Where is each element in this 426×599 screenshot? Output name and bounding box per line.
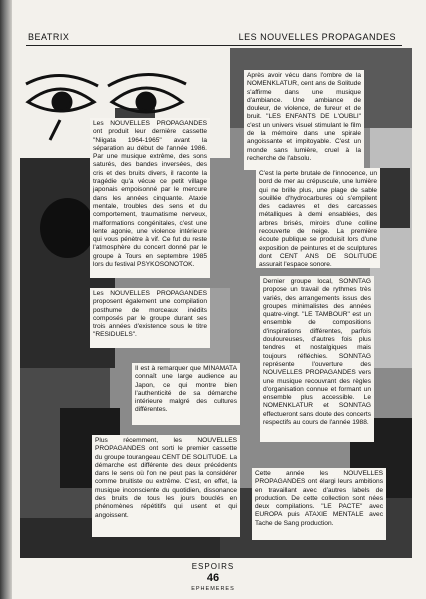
page-binding-shadow <box>0 0 12 599</box>
article-block-3: Il est à remarquer que MINAMATA connaît une large audience au Japon, ce qui montre bien l'authenticité de sa démarche intérieure malgré des cultures différentes. <box>132 363 240 425</box>
article-block-8: Cette année les NOUVELLES PROPAGANDES ont élargi leurs ambitions en travaillant avec d'autres labels de production. De cette collection sont nées deux compilations. "LE PACTE" avec EUROPA puis ATAXIE MENTALE avec Tache de Sang production. <box>252 468 386 540</box>
header-rule <box>26 45 402 46</box>
article-block-1: Les NOUVELLES PROPAGANDES ont produit leur dernière cassette "Niigata 1964-1965" avant la séparation au début de l'année 1986. Par une musique extrême, des sons saturés, des bandes inversées, des cris et des bruits divers, il raconte la tragédie qu'a vécue ce petit village japonais empoisonné par le mercure dans les années cinquante. Ataxie mentale, troubles des sens et du comportement, traumatisme nerveux, malformations congénitales, c'est une lente agonie, une violence intérieure qui vous pénètre à vif. Ce fut du reste l'atmosphère du concert donné par le groupe à Tours en septembre 1985 lors du festival PSYKOSONOTOK. <box>90 118 210 278</box>
article-block-4: Plus récemment, les NOUVELLES PROPAGANDES ont sorti le premier cassette du groupe tourangeau CENT DE SOLITUDE. La démarche est différente des deux précédents dans le sens où l'on ne peut pas la considérer comme bruitiste ou extrême. C'est, en effet, la musique inconsciente du quotidien, dissonance des bruits de tous les jours bouclés en phénomènes répétitifs qui usent et qui angoissent. <box>92 435 240 537</box>
article-block-2: Les NOUVELLES PROPAGANDES proposent également une compilation posthume de morceaux inédits composés par le groupe durant ses trois années d'existence sous le titre "RESIDUELS". <box>90 288 210 348</box>
article-block-6: C'est la perte brutale de l'innocence, un bord de mer au crépuscule, une lumière qui ne brille plus, une plage de sable souillée d'hydrocarbures où s'empilent des cadavres et des carcasses métalliques à demi ensablées, des arbres brisés, miroirs d'une colline recouverte de neige. La première écoute publique se produisit lors d'une exposition de peintures et de sculptures dont CENT ANS DE SOLITUDE assurait l'espace sonore. <box>256 168 380 268</box>
footer-line-3: EPHEMERES <box>191 586 235 592</box>
photo-collage <box>20 48 412 558</box>
article-block-7: Dernier groupe local, SONNTAG propose un travail de rythmes très variés, des arrangements issus des groupes minimalistes des années quatre-vingt. "LE TAMBOUR" est un ensemble de compositions d'inspirations différentes, parfois douloureuses, d'autres fois plus tendres et nostalgiques mais toujours réfléchies. SONNTAG représente l'ouverture des NOUVELLES PROPAGANDES vers une musique recouvrant des règles d'organisation connue et formant un ensemble plus accessible. Le NOMENKLATUR et SONNTAG effectueront sans doute des concerts respectifs au cours de l'année 1988. <box>260 276 374 442</box>
page-number: 46 <box>206 572 220 584</box>
header-left: BEATRIX <box>28 32 70 42</box>
article-block-5: Après avoir vécu dans l'ombre de la NOMENKLATUR, cent ans de Solitude s'affirme dans une musique d'ambiance. Une ambiance de douleur, de violence, de fureur et de bruit. "LES ENFANTS DE L'OUBLI" c'est un univers visuel stimulant le film de la mémoire dans une spirale angoissante et impitoyable. C'est un monde sans lumière, cruel à la recherche de l'absolu. <box>244 70 364 170</box>
header-right: LES NOUVELLES PROPAGANDES <box>238 32 396 42</box>
footer-line-1: ESPOIRS <box>191 562 235 571</box>
